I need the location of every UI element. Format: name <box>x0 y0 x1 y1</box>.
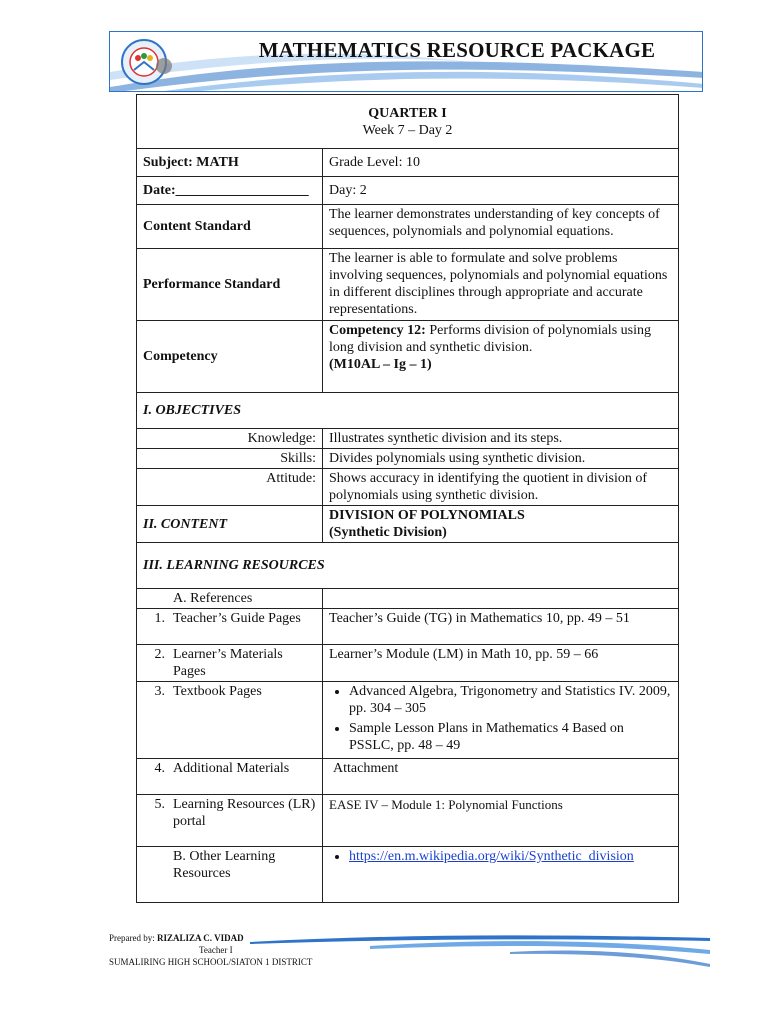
competency-label: Competency <box>137 321 323 393</box>
references-row <box>137 589 679 609</box>
objectives-heading-row <box>137 393 679 429</box>
document-footer <box>109 932 312 968</box>
competency-cell <box>323 321 679 393</box>
performance-standard-row <box>137 249 679 321</box>
attitude-row <box>137 469 679 506</box>
quarter-cell <box>137 95 679 149</box>
textbook-item: • Sample Lesson Plans in Mathematics 4 Based on PSSLC, pp. 48 – 49 <box>349 720 672 754</box>
content-heading: II. CONTENT <box>137 506 323 543</box>
grade-level: Grade Level: 10 <box>323 149 679 177</box>
quarter-title: QUARTER I <box>368 105 447 121</box>
deped-seal-logo <box>114 36 178 88</box>
performance-standard-label: Performance Standard <box>137 249 323 321</box>
other-resources-list <box>329 848 672 865</box>
knowledge-label: Knowledge: <box>137 429 323 449</box>
resource-text-1: Teacher’s Guide (TG) in Mathematics 10, pp. 49 – 51 <box>323 609 679 645</box>
lesson-plan-table <box>136 94 679 903</box>
other-resources-row <box>137 847 679 903</box>
attitude-text: Shows accuracy in identifying the quotient in division of polynomials using synthetic division. <box>323 469 679 506</box>
textbook-list <box>329 683 672 754</box>
school-name: SUMALIRING HIGH SCHOOL/SIATON 1 DISTRICT <box>109 957 313 967</box>
resource-label-cell-3 <box>137 682 323 759</box>
resource-row-1 <box>137 609 679 645</box>
preparer-role: Teacher I <box>199 945 233 955</box>
competency-code: (M10AL – Ig – 1) <box>329 357 432 372</box>
content-standard-row <box>137 205 679 249</box>
resources-heading: III. LEARNING RESOURCES <box>137 543 679 589</box>
preparer-name: RIZALIZA C. VIDAD <box>156 933 244 943</box>
resource-text-3 <box>323 682 679 759</box>
other-resources-label: B. Other Learning Resources <box>137 847 323 903</box>
quarter-row <box>137 95 679 149</box>
prepared-by-line <box>109 932 312 944</box>
performance-standard-text: The learner is able to formulate and solve problems involving sequences, polynomials and polynomial equations in different disciplines through appropriate and accurate representations. <box>323 249 679 321</box>
content-cell <box>323 506 679 543</box>
resource-label-1: Teacher’s Guide Pages <box>173 611 301 626</box>
knowledge-text: Illustrates synthetic division and its steps. <box>323 429 679 449</box>
content-standard-text: The learner demonstrates understanding of key concepts of sequences, polynomials and polynomial equations. <box>323 205 679 249</box>
week-day: Week 7 – Day 2 <box>362 122 453 138</box>
knowledge-row <box>137 429 679 449</box>
document-title: MATHEMATICS RESOURCE PACKAGE <box>258 38 656 62</box>
day-value: Day: 2 <box>323 177 679 205</box>
subject-label: Subject: MATH <box>137 149 323 177</box>
date-row <box>137 177 679 205</box>
subject-row <box>137 149 679 177</box>
resource-label-5: Learning Resources (LR) portal <box>173 797 316 829</box>
textbook-item: • Advanced Algebra, Trigonometry and Statistics IV. 2009, pp. 304 – 305 <box>349 683 672 717</box>
resource-label-cell-5 <box>137 795 323 847</box>
references-label: A. References <box>137 589 323 609</box>
other-resources-item <box>349 848 672 865</box>
resource-num-3: 3. <box>154 684 165 699</box>
resource-num-1: 1. <box>154 611 165 626</box>
content-title: DIVISION OF POLYNOMIALS <box>329 508 525 523</box>
wikipedia-link[interactable]: https://en.m.wikipedia.org/wiki/Synthetic_division <box>349 849 634 864</box>
other-resources-cell <box>323 847 679 903</box>
resource-row-3 <box>137 682 679 759</box>
resource-label-4: Additional Materials <box>173 761 290 776</box>
resource-row-2 <box>137 645 679 682</box>
resources-heading-row <box>137 543 679 589</box>
resource-label-cell-4 <box>137 759 323 795</box>
document-header <box>109 31 703 92</box>
references-empty <box>323 589 679 609</box>
resource-text-4: Attachment <box>323 759 679 795</box>
resource-label-cell-1 <box>137 609 323 645</box>
resource-num-4: 4. <box>154 761 165 776</box>
skills-text: Divides polynomials using synthetic division. <box>323 449 679 469</box>
resource-label-3: Textbook Pages <box>173 684 262 699</box>
content-standard-label: Content Standard <box>137 205 323 249</box>
objectives-heading: I. OBJECTIVES <box>137 393 679 429</box>
resource-label-cell-2 <box>137 645 323 682</box>
date-label: Date:___________________ <box>137 177 323 205</box>
attitude-label: Attitude: <box>137 469 323 506</box>
resource-row-4 <box>137 759 679 795</box>
competency-number: Competency 12: <box>329 323 426 338</box>
resource-num-2: 2. <box>154 647 165 662</box>
resource-text-2: Learner’s Module (LM) in Math 10, pp. 59 – 66 <box>323 645 679 682</box>
skills-label: Skills: <box>137 449 323 469</box>
prepared-by-prefix: Prepared by: <box>109 933 157 943</box>
resource-row-5 <box>137 795 679 847</box>
resource-text-5: EASE IV – Module 1: Polynomial Functions <box>323 795 679 847</box>
footer-swoosh-decoration <box>250 924 710 968</box>
content-subtitle: (Synthetic Division) <box>329 525 447 540</box>
competency-row <box>137 321 679 393</box>
skills-row <box>137 449 679 469</box>
competency-text: Performs division of polynomials using long division and synthetic division. <box>329 323 651 355</box>
resource-label-2: Learner’s Materials Pages <box>173 647 283 679</box>
content-row <box>137 506 679 543</box>
resource-num-5: 5. <box>154 797 165 812</box>
